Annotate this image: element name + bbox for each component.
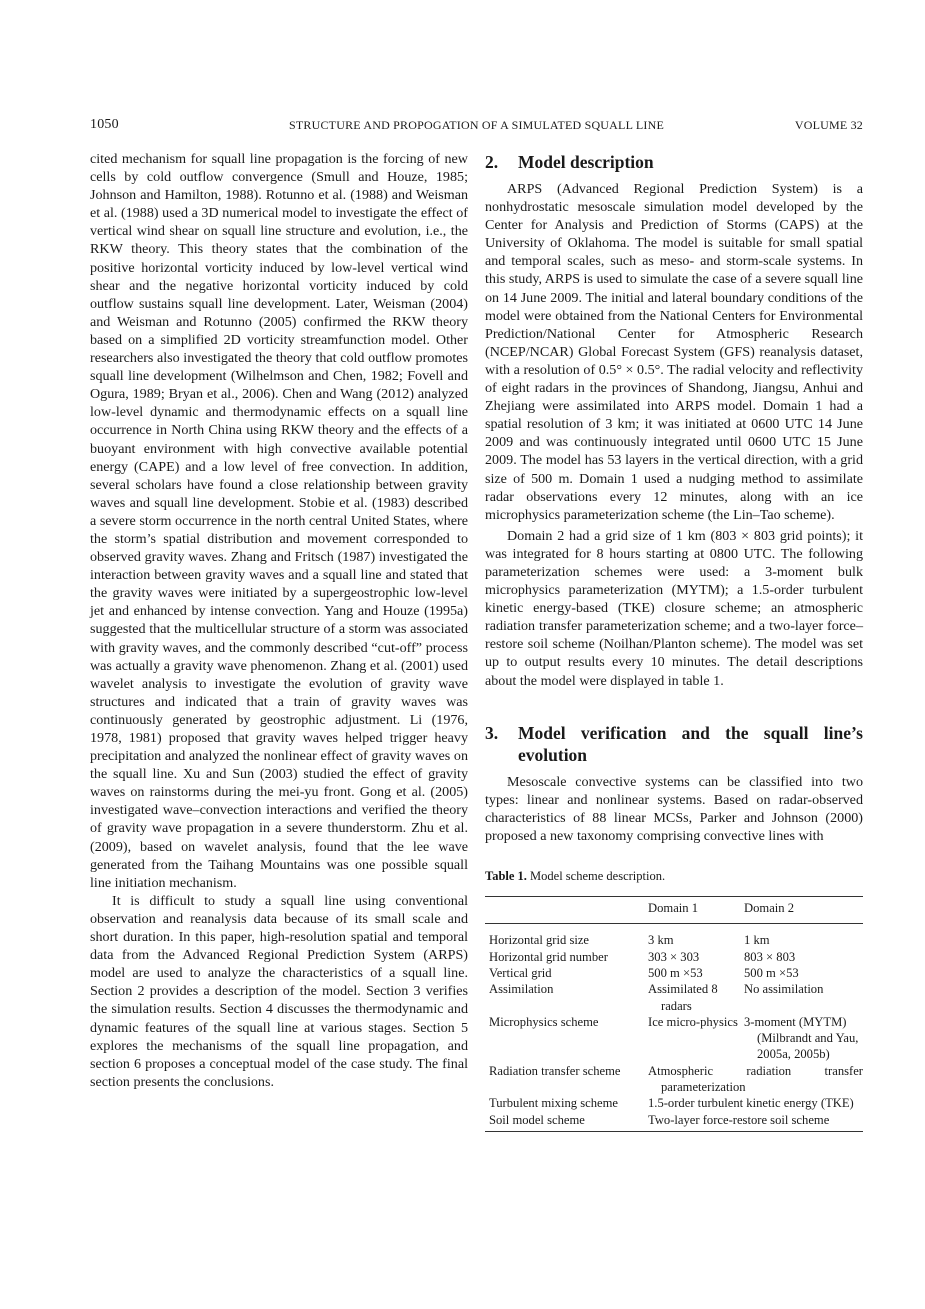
table-row (485, 949, 863, 965)
table-cell-parameter: Radiation transfer scheme (489, 1063, 621, 1078)
table-header-domain-1: Domain 1 (648, 897, 744, 924)
table-cell-domain-2: 803 × 803 (744, 949, 796, 964)
table-row (485, 1112, 863, 1132)
table-label: Table 1. (485, 869, 527, 883)
section-2-paragraph-1: ARPS (Advanced Regional Prediction System) is a nonhydrostatic mesoscale simulation model developed by the Center for Analysis and Prediction of Storms (CAPS) at the University of Oklahoma. The model is suitable for small spatial and temporal scales, such as meso- and storm-scale systems. In this study, ARPS is used to simulate the case of a severe squall line on 14 June 2009. The initial and lateral boundary conditions of the model were obtained from the National Centers for Environmental Prediction/National Center for Atmospheric Research (NCEP/NCAR) Global Forecast System (GFS) reanalysis dataset, with a resolution of 0.5° × 0.5°. The radial velocity and reflectivity of eight radars in the provinces of Shandong, Jiangsu, Anhui and Zhejiang were assimilated into ARPS model. Domain 1 had a spatial resolution of 3 km; it was initiated at 0600 UTC 14 June 2009 and was continuously integrated until 0600 UTC 15 June 2009. The model has 53 layers in the vertical direction, with a grid size of 500 m. Domain 1 used a nudging method to assimilate radar observations every 12 minutes, along with an ice microphysics parameterization scheme (the Lin–Tao scheme). (485, 181, 863, 523)
table-cell-parameter: Horizontal grid number (489, 949, 608, 964)
running-title: STRUCTURE AND PROPOGATION OF A SIMULATED SQUALL LINE (289, 118, 664, 132)
table-cell-domain-1: Assimilated 8 radars (648, 982, 718, 1013)
section-3-number: 3. (485, 722, 499, 743)
section-2-number: 2. (485, 152, 499, 172)
section-3-title: Model verification and the squall line’s evolution (518, 722, 863, 765)
table-cell-parameter: Horizontal grid size (489, 933, 590, 948)
model-scheme-table (485, 896, 863, 1132)
table-row (485, 1095, 863, 1111)
table-cell-domain-2: 500 m ×53 (744, 965, 799, 980)
table-cell-parameter: Turbulent mixing scheme (489, 1096, 618, 1111)
table-row (485, 965, 863, 981)
table-cell-domain-1: 3 km (648, 933, 674, 948)
table-cell-domain-1: Ice micro-physics (648, 1014, 738, 1029)
table-cell-domain-2: 1 km (744, 933, 770, 948)
table-cell-domain-2: No assimilation (744, 982, 824, 997)
page-header (90, 117, 863, 133)
table-row (485, 1063, 863, 1096)
table-row (485, 924, 863, 949)
table-cell-domain-2: 3-moment (MYTM) (Milbrandt and Yau, 2005a, 2005b) (744, 1014, 859, 1062)
right-column (485, 150, 863, 1132)
table-row (485, 981, 863, 1014)
section-3-heading (485, 722, 863, 766)
table-cell-both-domains: Atmospheric radiation transfer parameterization (648, 1063, 863, 1095)
table-header-row (485, 897, 863, 924)
table-cell-parameter: Microphysics scheme (489, 1014, 599, 1029)
intro-paragraph-continued: cited mechanism for squall line propagation is the forcing of new cells by cold outflow convergence (Smull and Houze, 1985; Johnson and Hamilton, 1988). Rotunno et al. (1988) and Weisman et al. (1988) used a 3D numerical model to investigate the effect of vertical wind shear on squall line structure and evolution, i.e., the RKW theory. This theory states that the combination of the positive horizontal vorticity induced by low-level vertical wind shear and the negative horizontal vorticity induced by cold outflow sustains squall line development. Later, Weisman (2004) and Weisman and Rotunno (2005) confirmed the RKW theory based on a simplified 2D vorticity streamfunction model. Other researchers also investigated the theory that cold outflow promotes squall line development (Wilhelmson and Chen, 1982; Fovell and Ogura, 1989; Bryan et al., 2006). Chen and Wang (2012) analyzed low-level dynamic and thermodynamic effects on a squall line occurrence in North China using RKW theory and the effects of a buoyant environment with high convective available potential energy (CAPE) and a low level of free convection. In addition, several scholars have found a close relationship between gravity waves and squall line development. Stobie et al. (1983) described a severe storm occurrence in the north central United States, where the storm’s spatial distribution and movement corresponded to observed gravity waves. Zhang and Fritsch (1987) investigated the interaction between gravity waves and a squall line and stated that the gravity waves were initiated by a supergeostrophic low-level jet and enhanced by intense convection. Yang and Houze (1995a) suggested that the multicellular structure of a storm was associated with gravity waves, and the commonly described “cut-off” process was actually a gravity wave phenomenon. Zhang et al. (2001) used wavelet analysis to investigate the evolution of gravity wave structures and indicated that a train of gravity waves was continuously generated by geostrophic adjustment. Li (1976, 1978, 1981) proposed that gravity waves helped trigger heavy precipitation and analyzed the nonlinear effect of gravity waves on the squall line. Xu and Sun (2003) studied the effect of gravity waves on rainstorms during the mei-yu front. Gong et al. (2005) investigated wave–convection interactions and verified the theory of gravity wave propagation in a severe thunderstorm. Zhu et al. (2009), based on wavelet analysis, found that the lee wave generated from the Taihang Mountains was one possible squall line initiation mechanism. (90, 151, 468, 891)
volume-label: VOLUME 32 (794, 118, 863, 132)
section-3-paragraph-1: Mesoscale convective systems can be classified into two types: linear and nonlinear systems. Based on radar-observed characteristics of 88 linear MCSs, Parker and Johnson (2000) proposed a new taxonomy comprising convective lines with (485, 773, 863, 844)
table-caption-text: Model scheme description. (530, 869, 666, 883)
table-cell-both-domains: 1.5-order turbulent kinetic energy (TKE) (648, 1096, 854, 1111)
table-cell-domain-1: 500 m ×53 (648, 965, 703, 980)
table-row (485, 1014, 863, 1063)
section-2-title: Model description (518, 152, 654, 172)
table-header-blank (485, 897, 648, 924)
table-cell-parameter: Vertical grid (489, 965, 552, 980)
section-2-heading (485, 151, 863, 173)
table-cell-parameter: Soil model scheme (485, 1112, 648, 1132)
table-header-domain-2: Domain 2 (744, 897, 863, 924)
left-column (90, 150, 468, 1091)
table-cell-parameter: Assimilation (489, 982, 554, 997)
section-2-paragraph-2: Domain 2 had a grid size of 1 km (803 × 803 grid points); it was integrated for 8 hours starting at 0800 UTC. The following parameterization schemes were used: a 3-moment bulk microphysics parameterization (MYTM); a 1.5-order turbulent kinetic energy-based (TKE) closure scheme; an atmospheric radiation transfer parameterization scheme; and a two-layer force–restore soil scheme (Noilhan/Planton scheme). The model was set up to output results every 10 minutes. The detail descriptions about the model were displayed in table 1. (485, 527, 863, 689)
table-caption (485, 867, 863, 885)
table-cell-domain-1: 303 × 303 (648, 949, 700, 964)
intro-paragraph-outline: It is difficult to study a squall line using conventional observation and reanalysis data because of its small scale and short duration. In this paper, high-resolution spatial and temporal data from the Advanced Regional Prediction System (ARPS) model are used to analyze the characteristics of a squall line. Section 2 provides a description of the model. Section 3 verifies the simulation results. Section 4 discusses the thermodynamic and dynamic features of the squall line at various stages. Section 5 explores the mechanisms of the squall line propagation, and section 6 proposes a conceptual model of the case study. The final section presents the conclusions. (90, 892, 468, 1090)
page-number: 1050 (90, 117, 119, 132)
table-cell-both-domains: Two-layer force-restore soil scheme (648, 1112, 863, 1132)
